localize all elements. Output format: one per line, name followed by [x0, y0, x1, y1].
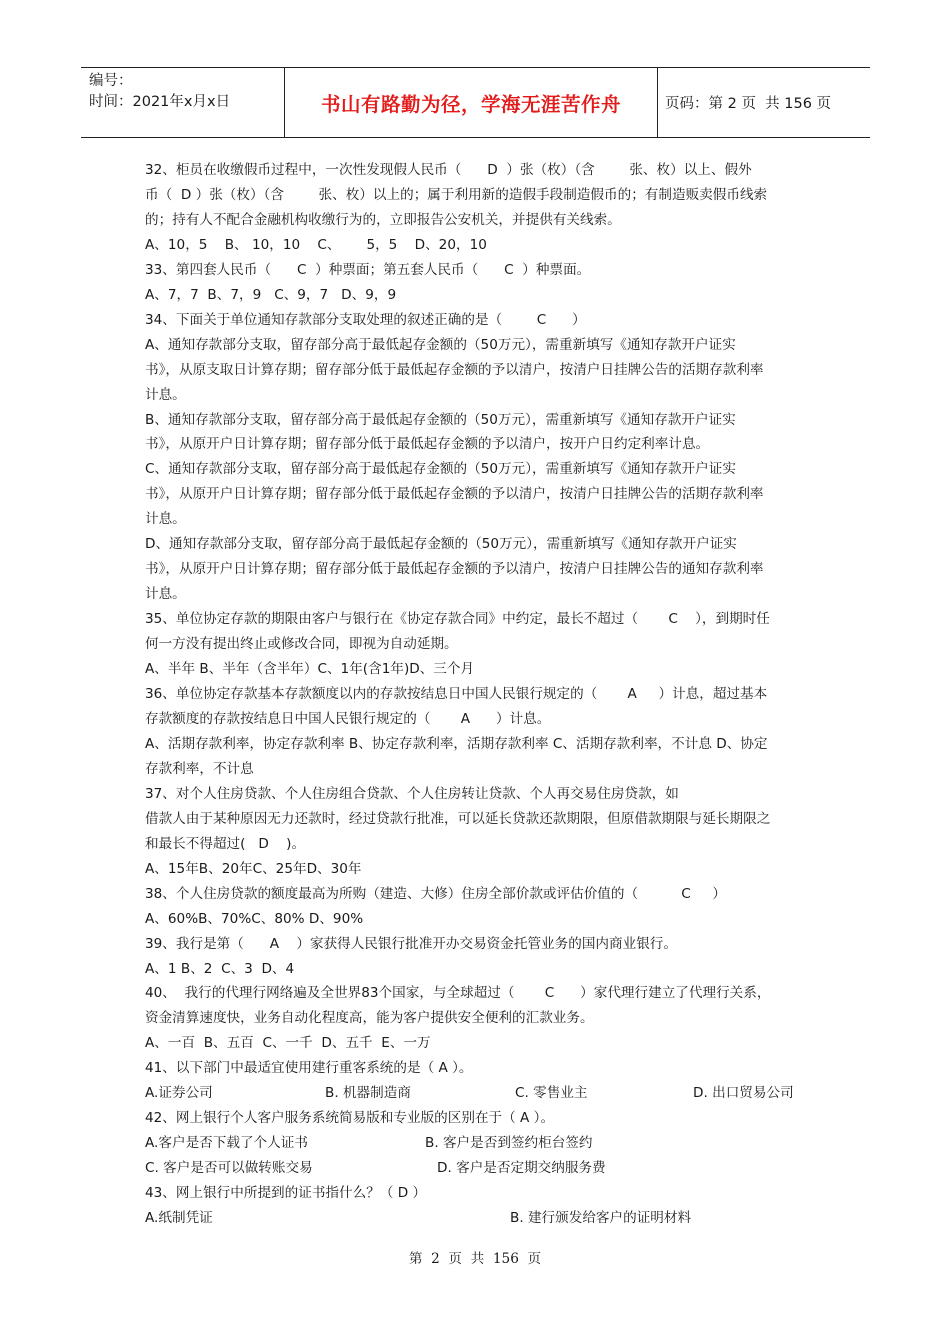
text-line: 32、柜员在收缴假币过程中，一次性发现假人民币（ D ）张（枚）（含 张、枚）以上、假外	[145, 162, 752, 178]
text-line: 37、对个人住房贷款、个人住房组合贷款、个人住房转让贷款、个人再交易住房贷款，如	[145, 785, 679, 802]
text-line: 40、 我行的代理行网络遍及全世界83个国家，与全球超过（ C ）家代理行建立了代理行关系，	[145, 985, 771, 1002]
document-body	[145, 158, 807, 1231]
text-line: 39、我行是第（ A ）家获得人民银行批准开办交易资金托管业务的国内商业银行。	[145, 935, 677, 952]
q41-option-b: B. 机器制造商	[325, 1085, 411, 1102]
number-label: 编号：	[89, 73, 133, 89]
header-page-info: 页码：第 2 页 共 156 页	[665, 96, 832, 112]
page-footer: 第 2 页 共 156 页	[408, 1251, 542, 1267]
text-line: A、通知存款部分支取，留存部分高于最低起存金额的（50万元），需重新填写《通知存款开户证实	[145, 336, 736, 353]
text-line: 书》，从原开户日计算存期；留存部分低于最低起存金额的予以清户，按开户日约定利率计息。	[145, 436, 710, 453]
header-divider	[657, 68, 658, 137]
q41-options	[145, 1081, 807, 1106]
text-line: 计息。	[145, 586, 186, 603]
q43-options-row1	[145, 1206, 807, 1231]
text-line: 和最长不得超过( D )。	[145, 835, 306, 852]
text-line: 书》，从原开户日计算存期；留存部分低于最低起存金额的予以清户，按清户日挂牌公告的活期存款利率	[145, 486, 764, 503]
q42-options-row1	[145, 1131, 807, 1156]
text-line: 38、个人住房贷款的额度最高为所购（建造、大修）住房全部价款或评估价值的（ C ）	[145, 885, 726, 902]
text-line: 34、下面关于单位通知存款部分支取处理的叙述正确的是（ C ）	[145, 311, 586, 328]
text-line: 存款额度的存款按结息日中国人民银行规定的（ A ）计息。	[145, 710, 551, 727]
text-line: A、活期存款利率，协定存款利率 B、协定存款利率，活期存款利率 C、活期存款利率，不计息 D、协定	[145, 735, 768, 752]
q42-option-d: D. 客户是否定期交纳服务费	[437, 1160, 606, 1177]
text-line: 存款利率，不计息	[145, 760, 254, 777]
q41-option-c: C. 零售业主	[515, 1085, 588, 1102]
q43-option-a: A.纸制凭证	[145, 1210, 213, 1227]
q42-option-b: B. 客户是否到签约柜台签约	[425, 1135, 593, 1152]
text-line: A、10，5 B、 10，10 C、 5，5 D、20，10	[145, 236, 487, 253]
q41-option-a: A.证券公司	[145, 1085, 213, 1102]
text-line: C、通知存款部分支取，留存部分高于最低起存金额的（50万元），需重新填写《通知存款开户证实	[145, 461, 736, 478]
text-line: 33、第四套人民币（ C ）种票面；第五套人民币（ C ）种票面。	[145, 261, 591, 278]
q42-option-c: C. 客户是否可以做转账交易	[145, 1160, 313, 1177]
time-label: 时间：2021年x月x日	[89, 94, 231, 110]
text-line: A、15年B、20年C、25年D、30年	[145, 860, 362, 877]
text-line: 计息。	[145, 511, 186, 528]
q43-option-b: B. 建行颁发给客户的证明材料	[510, 1210, 692, 1227]
q42-options-row2	[145, 1156, 807, 1181]
text-line: 借款人由于某种原因无力还款时，经过贷款行批准，可以延长贷款还款期限，但原借款期限与延长期限之	[145, 810, 771, 827]
text-line: 币（ D ）张（枚）（含 张、枚）以上的；属于利用新的造假手段制造假币的；有制造贩卖假币线索	[145, 186, 768, 203]
question-text-block	[145, 158, 807, 1081]
text-line: D、通知存款部分支取，留存部分高于最低起存金额的（50万元），需重新填写《通知存款开户证实	[145, 536, 737, 553]
text-line: B、通知存款部分支取，留存部分高于最低起存金额的（50万元），需重新填写《通知存款开户证实	[145, 411, 736, 428]
text-line: 资金清算速度快，业务自动化程度高，能为客户提供安全便利的汇款业务。	[145, 1010, 594, 1027]
text-line: 书》，从原开户日计算存期；留存部分低于最低起存金额的予以清户，按清户日挂牌公告的通知存款利率	[145, 561, 764, 578]
q41-option-d: D. 出口贸易公司	[693, 1085, 794, 1102]
header-motto: 书山有路勤为径，学海无涯苦作舟	[320, 92, 621, 116]
text-line: A、1 B、2 C、3 D、4	[145, 960, 295, 977]
text-line: A、半年 B、半年（含半年）C、1年(含1年)D、三个月	[145, 661, 475, 678]
text-line: 书》，从原支取日计算存期；留存部分低于最低起存金额的予以清户，按清户日挂牌公告的活期存款利率	[145, 361, 764, 378]
q42-option-a: A.客户是否下载了个人证书	[145, 1135, 308, 1152]
text-line: A、60%B、70%C、80% D、90%	[145, 910, 364, 927]
q42-stem: 42、网上银行个人客户服务系统简易版和专业版的区别在于（ A ）。	[145, 1110, 555, 1127]
text-line: 41、以下部门中最适宜使用建行重客系统的是（ A ）。	[145, 1060, 473, 1077]
q43-stem: 43、网上银行中所提到的证书指什么？（ D ）	[145, 1185, 427, 1202]
text-line: 何一方没有提出终止或修改合同，即视为自动延期。	[145, 636, 458, 653]
text-line: A、7，7 B、7，9 C、9，7 D、9，9	[145, 286, 397, 303]
header-left	[89, 71, 230, 113]
text-line: 的；持有人不配合金融机构收缴行为的，立即报告公安机关，并提供有关线索。	[145, 211, 621, 228]
text-line: 35、单位协定存款的期限由客户与银行在《协定存款合同》中约定，最长不超过（ C ），到期时任	[145, 611, 770, 628]
text-line: A、一百 B、五百 C、一千 D、五千 E、一万	[145, 1035, 431, 1052]
page-header	[81, 67, 870, 138]
text-line: 计息。	[145, 386, 186, 403]
text-line: 36、单位协定存款基本存款额度以内的存款按结息日中国人民银行规定的（ A ）计息，超过基本	[145, 686, 768, 703]
